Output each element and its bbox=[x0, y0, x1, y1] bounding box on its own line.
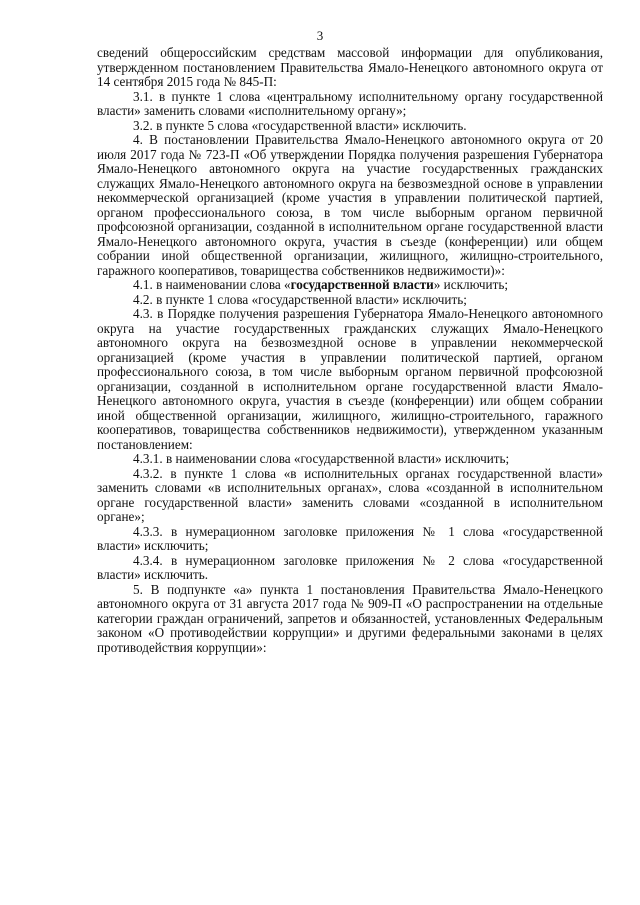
bold-fragment: государственной власти bbox=[290, 277, 434, 292]
paragraph-text-end: » исключить; bbox=[433, 277, 509, 292]
paragraph: 5. В подпункте «а» пункта 1 постановления Правительства Ямало-Ненецкого автономного округа от 31 августа 2017 года № 909-П «О распространении на отдельные категории граждан ограничений, запретов и обязанностей, установленных Федеральным законом «О противодействии коррупции» и другими федеральными законами в целях противодействия коррупции»: bbox=[97, 581, 603, 655]
paragraph: 3.1. в пункте 1 слова «центральному исполнительному органу государственной власти» заменить словами «исполнительному органу»; bbox=[97, 88, 603, 118]
paragraph-with-bold bbox=[97, 278, 603, 293]
paragraph: 4.3.3. в нумерационном заголовке приложения № 1 слова «государственной власти» исключить; bbox=[97, 523, 603, 553]
paragraph: 4. В постановлении Правительства Ямало-Ненецкого автономного округа от 20 июля 2017 года № 723-П «Об утверждении Порядка получения разрешения Губернатора Ямало-Ненецкого автономного округа на участие государственных гражданских служащих Ямало-Ненецкого автономного округа на безвозмездной основе в управлении некоммерческой организацией (кроме участия в управлении политической партией, органом профессионального союза, в том числе выборным органом первичной профсоюзной организации, созданной в исполнительном органе государственной власти Ямало-Ненецкого автономного округа, участия в съезде (конференции) или общем собрании иной общественной организации, жилищного, жилищно-строительного, гаражного кооперативов, товарищества собственников недвижимости)»: bbox=[97, 132, 603, 278]
paragraph: 4.3.1. в наименовании слова «государственной власти» исключить; bbox=[133, 451, 510, 466]
paragraph: сведений общероссийским средствам массовой информации для опубликования, утвержденном постановлением Правительства Ямало-Ненецкого автономного округа от 14 сентября 2015 года № 845-П: bbox=[97, 45, 603, 89]
paragraph: 4.3. в Порядке получения разрешения Губернатора Ямало-Ненецкого автономного округа на участие государственных гражданских служащих Ямало-Ненецкого автономного округа на безвозмездной основе в управлении некоммерческой организацией (кроме участия в управлении политической партией, органом профессионального союза, в том числе выборным органом первичной профсоюзной организации, созданной в исполнительном органе государственной власти Ямало-Ненецкого автономного округа, участия в съезде (конференции) или общем собрании иной общественной организации, жилищного, жилищно-строительного, гаражного кооперативов, товарищества собственников недвижимости), утвержденном указанным постановлением: bbox=[97, 306, 603, 452]
paragraph: 3.2. в пункте 5 слова «государственной власти» исключить. bbox=[133, 117, 467, 133]
paragraph: 4.3.4. в нумерационном заголовке приложения № 2 слова «государственной власти» исключить. bbox=[97, 552, 603, 582]
paragraph: 4.2. в пункте 1 слова «государственной власти» исключить; bbox=[133, 291, 467, 307]
paragraph-text-start: 4.1. в наименовании слова « bbox=[133, 277, 291, 292]
document-body bbox=[97, 46, 603, 655]
page-number: 3 bbox=[316, 28, 324, 43]
paragraph: 4.3.2. в пункте 1 слова «в исполнительных органах государственной власти» заменить словами «в исполнительных органах», слова «созданной в исполнительном органе государственной власти» заменить словами «созданной в исполнительном органе»; bbox=[97, 465, 603, 524]
